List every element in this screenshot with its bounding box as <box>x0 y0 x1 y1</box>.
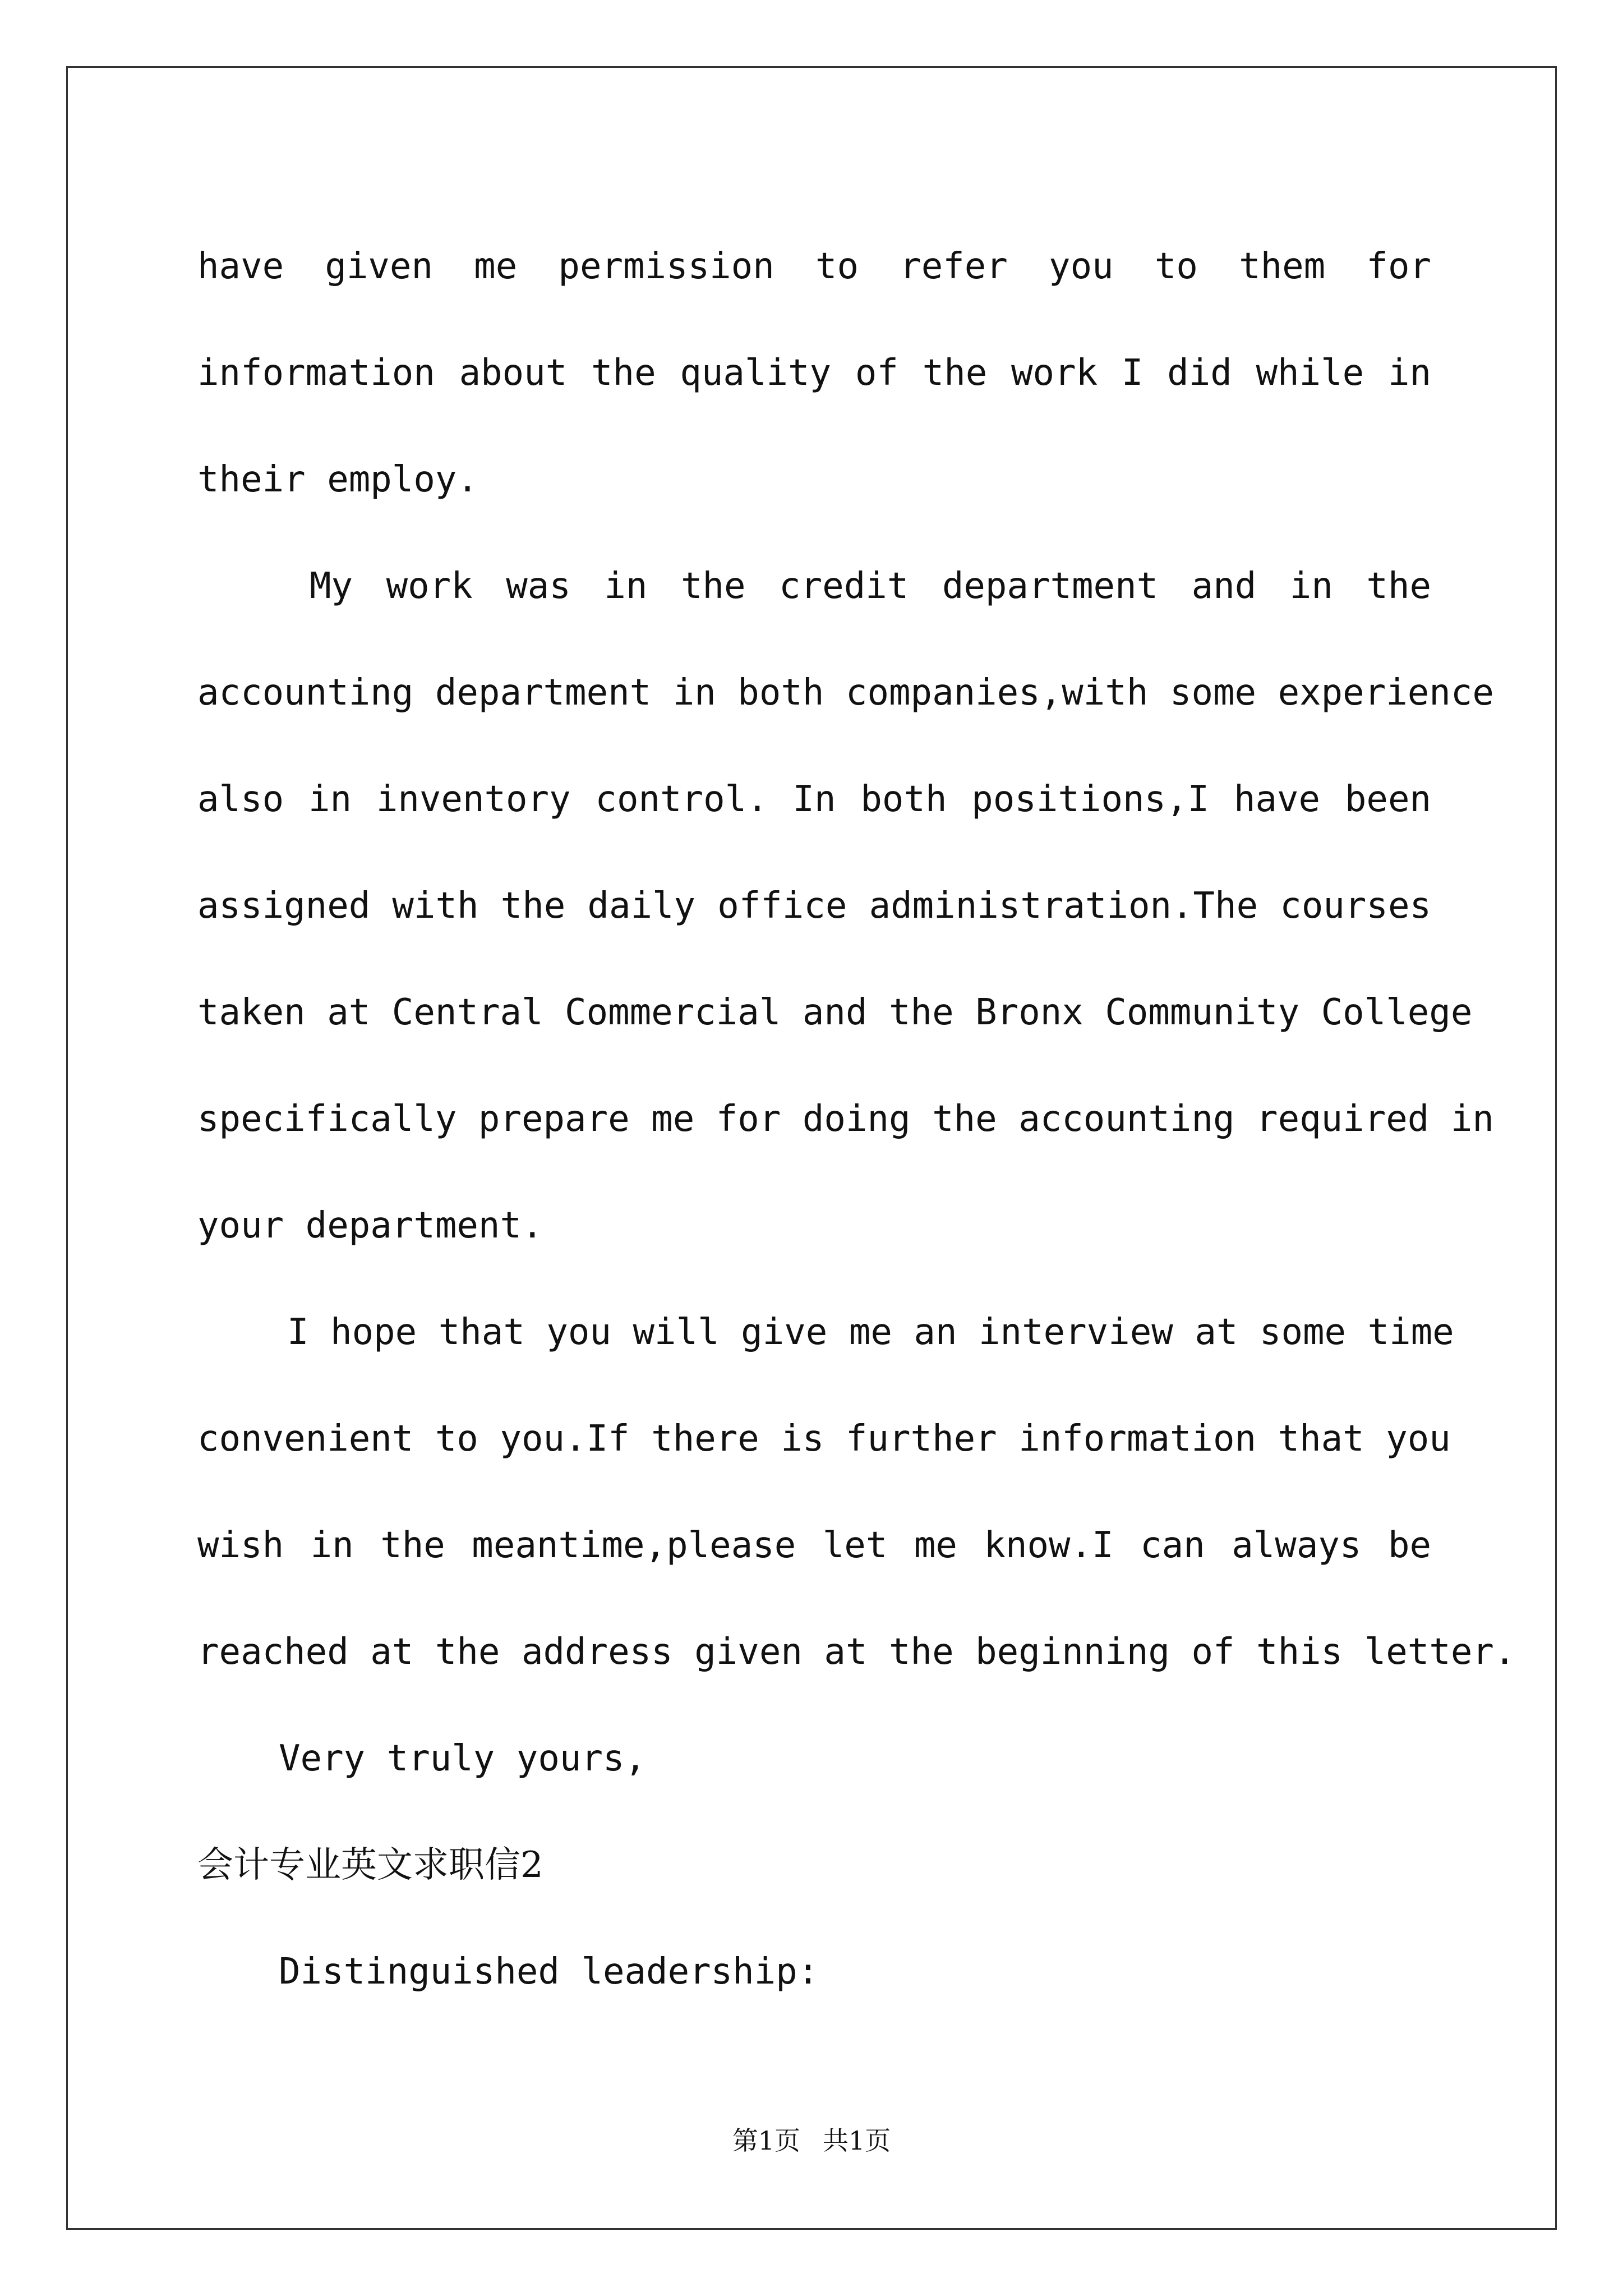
text-line: specifically prepare me for doing the accounting required in <box>197 1098 1494 1140</box>
text-line: have given me permission to refer you to them for <box>197 246 1431 287</box>
paragraph-start-line: I hope that you will give me an interview at some time <box>287 1312 1454 1353</box>
page-footer <box>0 2124 1623 2157</box>
text-line: also in inventory control. In both positions,I have been <box>197 779 1431 820</box>
document-body <box>197 213 1516 2025</box>
text-line: your department. <box>197 1205 543 1246</box>
text-line: convenient to you.If there is further information that you <box>197 1418 1451 1460</box>
section-heading: 会计专业英文求职信2 <box>197 1844 543 1886</box>
text-line: wish in the meantime,please let me know.I can always be <box>197 1525 1431 1566</box>
text-line: assigned with the daily office administration.The courses <box>197 885 1431 927</box>
text-line: their employ. <box>197 459 478 500</box>
text-line: taken at Central Commercial and the Bronx Community College <box>197 992 1473 1033</box>
page-number: 第1页 <box>732 2125 800 2156</box>
paragraph-start-line: My work was in the credit department and in the <box>310 565 1431 607</box>
salutation-line: Distinguished leadership: <box>279 1951 819 1993</box>
text-line: accounting department in both companies,with some experience <box>197 672 1494 714</box>
text-line: reached at the address given at the beginning of this letter. <box>197 1631 1516 1673</box>
page-total: 共1页 <box>823 2125 891 2156</box>
closing-line: Very truly yours, <box>279 1738 647 1779</box>
text-line: information about the quality of the work I did while in <box>197 352 1431 394</box>
